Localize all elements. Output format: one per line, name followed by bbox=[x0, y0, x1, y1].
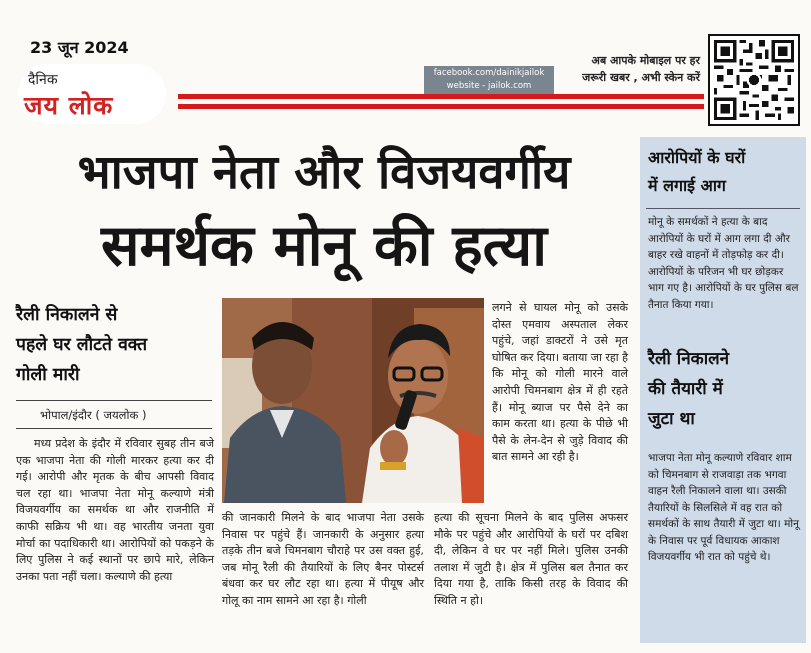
sidebar-body-2: भाजपा नेता मोनू कल्याणे रविवार शाम को चिमनबाग से राजवाड़ा तक भगवा वाहन रैली निकालने वाला था। उसकी तैयारियों के सिलसिले में वह रात को समर्थकों के साथ तैयारी में जुटा था। मोनू के निवास पर पूर्व विधायक आकाश विजयवर्गीय भी रात को पहुंचे थे। bbox=[648, 452, 799, 563]
divider bbox=[646, 208, 800, 209]
masthead-name: जय लोक bbox=[24, 91, 114, 120]
dateline: भोपाल/इंदौर ( जयलोक ) bbox=[40, 408, 147, 422]
sidebar-heading-line: जुटा था bbox=[648, 409, 695, 429]
facebook-link[interactable]: facebook.com/dainikjailok bbox=[433, 68, 545, 78]
sidebar-body-1: मोनू के समर्थकों ने हत्या के बाद आरोपियों के घरों में आग लगा दी और बाहर रखे वाहनों में तोड़फोड़ कर दी। आरोपियों के परिजन भी घर छोड़कर भाग गए है। आरोपियों के घर पुलिस बल तैनात किया गया। bbox=[648, 216, 799, 311]
sidebar-heading-2 bbox=[648, 344, 729, 434]
divider bbox=[16, 400, 212, 401]
article-column-1: मध्य प्रदेश के इंदौर में रविवार सुबह तीन बजे एक भाजपा नेता की गोली मारकर हत्या कर दी गई। आरोपी और मृतक के बीच आपसी विवाद चल रहा था। भाजपा नेता मोनू कल्याणे मंत्री विजयवर्गीय का समर्थक था और राजनीति में काफी सक्रिय भी था। वह भारतीय जनता युवा मोर्चा का पदाधिकारी था। आरोपियों को पकड़ने के लिए पुलिस ने कई स्थानों पर छापे मारे, लेकिन उनका पता नहीं चला। कल्याणे की हत्या bbox=[16, 437, 214, 583]
article-column-4: हत्या की सूचना मिलने के बाद पुलिस अफसर मौके पर पहुंचे और आरोपियों के घरों पर दबिश दी, लेकिन वे घर पर नहीं मिले। पुलिस उनकी तलाश में जुटी है। क्षेत्र में पुलिस बल तैनात कर दिया गया है, ताकि किसी तरह के विवाद की स्थिति न हो। bbox=[434, 511, 628, 607]
promo-line-2: जरूरी खबर , अभी स्केन करें bbox=[582, 71, 700, 84]
website-link[interactable]: website - jailok.com bbox=[446, 81, 532, 91]
sidebar-heading-line: की तैयारी में bbox=[648, 379, 723, 399]
issue-date: 23 जून 2024 bbox=[30, 38, 129, 57]
sidebar-heading-line: आरोपियों के घरों bbox=[648, 148, 746, 167]
sidebar-heading-1 bbox=[648, 144, 745, 200]
scan-promo bbox=[560, 52, 700, 86]
sidebar-heading-line: रैली निकालने bbox=[648, 349, 730, 369]
promo-line-1: अब आपके मोबाइल पर हर bbox=[591, 54, 700, 67]
headline-line-1: भाजपा नेता और विजयवर्गीय bbox=[77, 145, 571, 200]
news-photo-icon bbox=[222, 298, 484, 503]
masthead-prefix: दैनिक bbox=[28, 72, 58, 88]
main-headline bbox=[18, 140, 630, 286]
sub-headline bbox=[16, 300, 216, 390]
qr-code-icon[interactable] bbox=[708, 34, 800, 126]
headline-line-2: समर्थक मोनू की हत्या bbox=[101, 213, 547, 279]
article-column-3: लगने से घायल मोनू को उसके दोस्त एमवाय अस्पताल लेकर पहुंचे, जहां डाक्टरों ने उसे मृत घोषित कर दिया। बताया जा रहा है कि मोनू को गोली मारने वाले आरोपी चिमनबाग क्षेत्र में ही रहते हैं। मोनू ब्याज पर पैसे देने का काम करता था। हत्या के पीछे भी पैसे के लेन-देन से जुड़े विवाद की बात सामने आ रही है। bbox=[492, 301, 628, 464]
sub-headline-line: गोली मारी bbox=[16, 365, 80, 385]
sidebar-heading-line: में लगाई आग bbox=[648, 176, 726, 195]
social-links-box bbox=[424, 66, 554, 94]
divider bbox=[16, 428, 212, 429]
sub-headline-line: पहले घर लौटते वक्त bbox=[16, 335, 148, 355]
sub-headline-line: रैली निकालने से bbox=[16, 305, 118, 325]
masthead-red-bars bbox=[178, 94, 704, 110]
article-column-2: की जानकारी मिलने के बाद भाजपा नेता उसके निवास पर पहुंचे हैं। जानकारी के अनुसार हत्या तड़के तीन बजे चिमनबाग चौराहे पर उस वक्त हुई, जब मोनू रैली की तैयारियों के लिए बैनर पोस्टर्स बंधवा कर घर लौट रहा था। हत्या में पीयूष और गोलू का नाम सामने आ रहा है। गोली bbox=[222, 511, 424, 607]
